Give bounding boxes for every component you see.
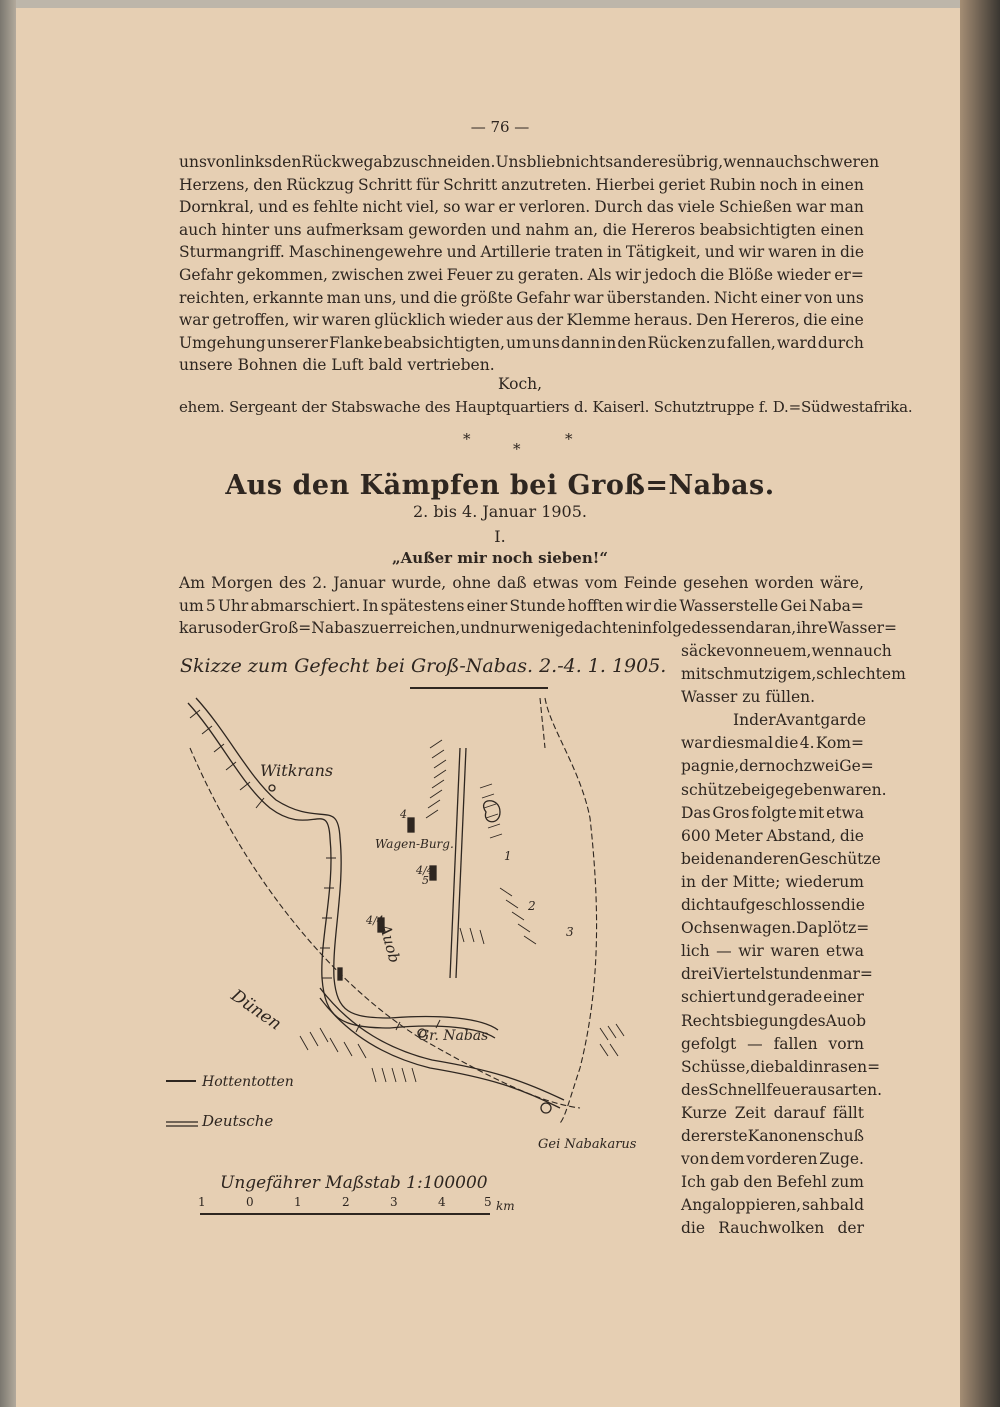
book-left-edge: [0, 0, 16, 1407]
separator-star-bottom: *: [513, 440, 521, 458]
label-unit-3: 3: [566, 925, 574, 939]
text-line: Sturmangriff. Maschinengewehre und Artillerie traten in Tätigkeit, und wir waren in die: [179, 243, 864, 262]
signature-name: Koch,: [497, 375, 543, 393]
separator-star-right: *: [565, 430, 573, 448]
text-line: In der Avantgarde: [733, 711, 867, 730]
label-wagenburg: Wagen-Burg.: [375, 837, 454, 851]
text-line: des Schnellfeuer ausarten.: [681, 1080, 883, 1099]
text-line: drei Viertelstunden mar=: [681, 965, 873, 984]
battle-sketch-map: [160, 648, 680, 1223]
text-line: reichten, erkannte man uns, und die größte Gefahr war überstanden. Nicht einer von uns: [179, 288, 864, 307]
text-line: die Rauchwolken der: [681, 1219, 864, 1238]
text-line: beiden anderen Geschütze: [681, 849, 881, 868]
article-dates: 2. bis 4. Januar 1905.: [413, 502, 587, 521]
troop-markers: [269, 785, 551, 1113]
text-line: Kurze Zeit darauf fällt: [681, 1103, 864, 1122]
map-title: Skizze zum Gefecht bei Groß-Nabas. 2.-4. 1. 1905.: [180, 655, 667, 677]
scale-tick: 2: [342, 1195, 350, 1209]
label-gr-nabas: Gr. Nabas: [418, 1028, 489, 1044]
text-line: Ich gab den Befehl zum: [681, 1173, 864, 1192]
text-line: gefolgt — fallen vorn: [681, 1034, 864, 1053]
label-unit-1: 1: [504, 849, 512, 863]
scale-tick: 1: [198, 1195, 206, 1209]
text-line: dicht aufgeschlossen die: [681, 896, 865, 915]
river-auob: [188, 698, 498, 1038]
label-unit-5: 5: [422, 874, 429, 887]
text-line: von dem vorderen Zuge.: [681, 1150, 864, 1169]
text-line: Gefahr gekommen, zwischen zwei Feuer zu geraten. Als wir jedoch die Blöße wieder er=: [179, 265, 864, 284]
scale-tick: 1: [294, 1195, 302, 1209]
legend-deutsche-label: Deutsche: [202, 1112, 274, 1130]
scale-tick: 0: [246, 1195, 254, 1209]
scale-label: Ungefährer Maßstab 1:100000: [220, 1173, 488, 1193]
label-duenen: Dünen: [227, 985, 285, 1035]
scale-unit: km: [496, 1199, 515, 1213]
text-line: 600 Meter Abstand, die: [681, 826, 864, 845]
label-unit-4: 4: [400, 808, 407, 821]
text-line: Wasser zu füllen.: [681, 688, 816, 707]
text-line: säcke von neuem, wenn auch: [681, 642, 892, 660]
text-line: war diesmal die 4. Kom=: [681, 734, 864, 753]
scale-tick: 5: [484, 1195, 492, 1209]
section-title: „Außer mir noch sieben!“: [392, 549, 608, 567]
text-line: Ochsenwagen. Da plötz=: [681, 919, 870, 938]
text-line: pagnie, der noch zwei Ge=: [681, 757, 874, 776]
label-auob: Auob: [376, 922, 404, 965]
scale-ticks: [198, 1195, 515, 1213]
top-paragraph: [179, 151, 880, 377]
intro-paragraph: [179, 572, 898, 640]
scale-tick: 3: [390, 1195, 398, 1209]
legend-hottentotten-label: Hottentotten: [202, 1074, 294, 1090]
separator-star-left: *: [463, 430, 471, 448]
road-german: [320, 748, 564, 1108]
text-line: schiert und gerade einer: [681, 988, 864, 1007]
article-title: Aus den Kämpfen bei Groß=Nabas.: [225, 470, 775, 501]
text-line: Dornkral, und es fehlte nicht viel, so war er verloren. Durch das viele Schießen war man: [179, 198, 864, 217]
text-line: Rechtsbiegung des Auob: [681, 1011, 867, 1030]
signature-title: ehem. Sergeant der Stabswache des Hauptquartiers d. Kaiserl. Schutztruppe f. D.=Südwestafrika.: [179, 398, 913, 416]
page-number: — 76 —: [470, 118, 530, 136]
label-unit-44a: 4/4: [366, 914, 384, 927]
text-line: Das Gros folgte mit etwa: [681, 803, 864, 822]
text-line: schütze beigegeben waren.: [681, 780, 887, 799]
scale-tick: 4: [438, 1195, 446, 1209]
text-line: war getroffen, wir waren glücklich wieder aus der Klemme heraus. Den Hereros, die eine: [179, 311, 864, 330]
text-line: Herzens, den Rückzug Schritt für Schritt anzutreten. Hierbei geriet Rubin noch in einen: [179, 175, 864, 194]
label-gei-nabakarus: Gei Nabakarus: [538, 1137, 637, 1152]
text-line: mit schmutzigem, schlechtem: [681, 665, 906, 684]
text-line: Schüsse, die bald in rasen=: [681, 1057, 881, 1076]
river-hatching: [190, 710, 440, 1035]
text-line: der erste Kanonenschuß: [681, 1126, 864, 1145]
section-number: I.: [494, 527, 506, 546]
text-line: in der Mitte; wiederum: [681, 872, 864, 891]
text-line: karus oder Groß=Nabas zu erreichen, und nur wenige dachten infolgedessen daran, ihre Wasser=: [179, 619, 898, 638]
book-right-edge: [960, 0, 1000, 1407]
label-unit-2: 2: [528, 899, 536, 913]
text-line: Umgehung unserer Flanke beabsichtigten, um uns dann in den Rücken zu fallen, ward durch: [179, 333, 864, 352]
text-line: Am Morgen des 2. Januar wurde, ohne daß etwas vom Feinde gesehen worden wäre,: [179, 574, 864, 592]
label-witkrans: Witkrans: [260, 761, 334, 780]
text-line: lich — wir waren etwa: [681, 942, 864, 961]
text-line: uns von links den Rückweg abzuschneiden. Uns blieb nichts anderes übrig, wenn auch schweren: [179, 153, 880, 171]
text-line: um 5 Uhr abmarschiert. In spätestens einer Stunde hofften wir die Wasserstelle Gei Naba=: [179, 596, 864, 615]
label-unit-44b: 4/4: [416, 864, 434, 877]
right-column-text: [681, 640, 906, 1240]
text-line: Angaloppieren, sah bald: [681, 1196, 864, 1215]
text-line: unsere Bohnen die Luft bald vertrieben.: [179, 356, 495, 375]
text-line: auch hinter uns aufmerksam geworden und nahm an, die Hereros beabsichtigten einen: [179, 220, 864, 239]
